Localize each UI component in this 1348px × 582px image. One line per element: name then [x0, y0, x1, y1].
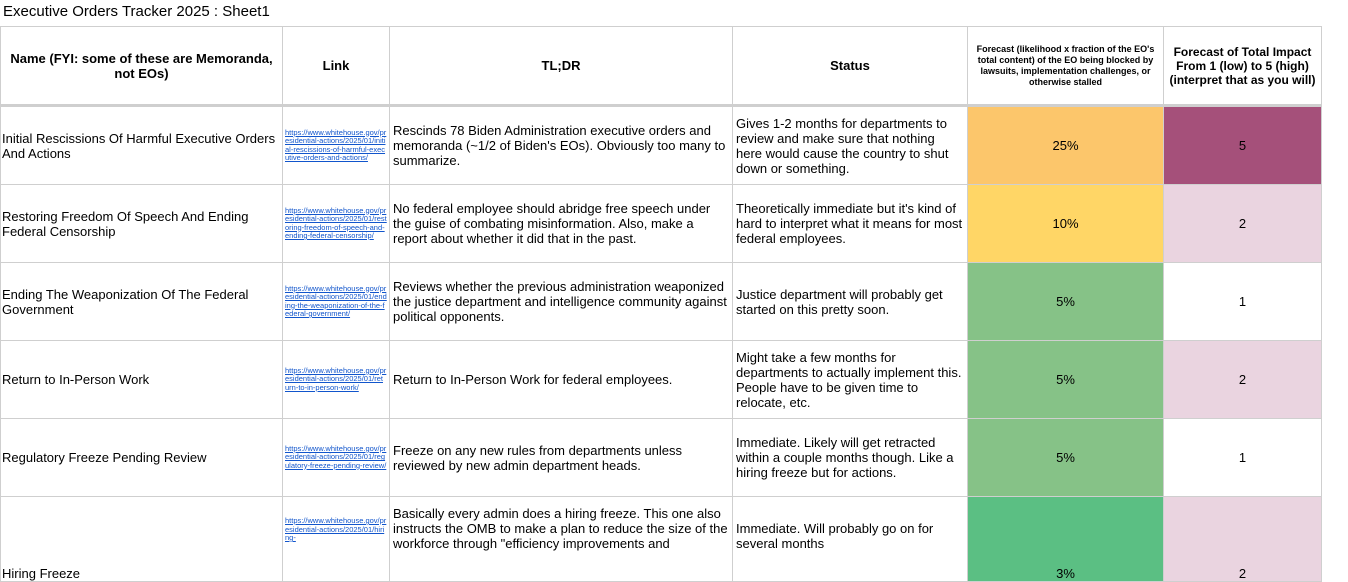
cell-tldr[interactable]: Return to In-Person Work for federal employees.	[390, 341, 733, 419]
cell-tldr[interactable]: No federal employee should abridge free speech under the guise of combating misinformation. Also, make a report about whether it did that in the past.	[390, 185, 733, 263]
cell-link[interactable]	[283, 497, 390, 582]
link-url[interactable]: https://www.whitehouse.gov/presidential-actions/2025/01/return-to-in-person-work/	[285, 365, 387, 392]
cell-impact[interactable]: 2	[1164, 185, 1322, 263]
link-url[interactable]: https://www.whitehouse.gov/presidential-actions/2025/01/regulatory-freeze-pending-review/	[285, 443, 387, 470]
cell-name[interactable]: Regulatory Freeze Pending Review	[1, 419, 283, 497]
spreadsheet-table	[0, 26, 1322, 582]
cell-status[interactable]: Gives 1-2 months for departments to review and make sure that nothing here would cause the country to shut down or something.	[733, 106, 968, 185]
table-row	[1, 263, 1322, 341]
table-row	[1, 106, 1322, 185]
cell-forecast[interactable]: 5%	[968, 419, 1164, 497]
cell-forecast[interactable]: 5%	[968, 263, 1164, 341]
cell-name[interactable]: Hiring Freeze	[1, 497, 283, 582]
cell-impact[interactable]: 5	[1164, 106, 1322, 185]
cell-status[interactable]: Theoretically immediate but it's kind of hard to interpret what it means for most federal employees.	[733, 185, 968, 263]
cell-forecast[interactable]: 10%	[968, 185, 1164, 263]
table-row	[1, 419, 1322, 497]
cell-link[interactable]	[283, 341, 390, 419]
header-link[interactable]: Link	[283, 27, 390, 106]
cell-impact[interactable]: 2	[1164, 497, 1322, 582]
link-url[interactable]: https://www.whitehouse.gov/presidential-actions/2025/01/ending-the-weaponization-of-the-federal-government/	[285, 283, 387, 318]
cell-impact[interactable]: 1	[1164, 419, 1322, 497]
cell-link[interactable]	[283, 263, 390, 341]
cell-tldr[interactable]: Basically every admin does a hiring freeze. This one also instructs the OMB to make a plan to reduce the size of the workforce through "efficiency improvements and	[390, 497, 733, 582]
table-row	[1, 341, 1322, 419]
link-url[interactable]: https://www.whitehouse.gov/presidential-actions/2025/01/restoring-freedom-of-speech-and-ending-federal-censorship/	[285, 205, 387, 240]
cell-tldr[interactable]: Reviews whether the previous administration weaponized the justice department and intelligence community against political opponents.	[390, 263, 733, 341]
cell-forecast[interactable]: 3%	[968, 497, 1164, 582]
cell-name[interactable]: Return to In-Person Work	[1, 341, 283, 419]
cell-status[interactable]: Immediate. Will probably go on for several months	[733, 497, 968, 582]
cell-name[interactable]: Ending The Weaponization Of The Federal Government	[1, 263, 283, 341]
cell-impact[interactable]: 1	[1164, 263, 1322, 341]
cell-tldr[interactable]: Freeze on any new rules from departments unless reviewed by new admin department heads.	[390, 419, 733, 497]
cell-name[interactable]: Restoring Freedom Of Speech And Ending Federal Censorship	[1, 185, 283, 263]
cell-name[interactable]: Initial Rescissions Of Harmful Executive Orders And Actions	[1, 106, 283, 185]
cell-link[interactable]	[283, 106, 390, 185]
cell-status[interactable]: Might take a few months for departments to actually implement this. People have to be given time to relocate, etc.	[733, 341, 968, 419]
header-status[interactable]: Status	[733, 27, 968, 106]
header-tldr[interactable]: TL;DR	[390, 27, 733, 106]
link-url[interactable]: https://www.whitehouse.gov/presidential-actions/2025/01/initial-rescissions-of-harmful-executive-orders-and-actions/	[285, 127, 387, 162]
table-row	[1, 185, 1322, 263]
document-title: Executive Orders Tracker 2025 : Sheet1	[3, 3, 270, 20]
cell-impact[interactable]: 2	[1164, 341, 1322, 419]
cell-forecast[interactable]: 25%	[968, 106, 1164, 185]
cell-status[interactable]: Immediate. Likely will get retracted within a couple months though. Like a hiring freeze but for actions.	[733, 419, 968, 497]
header-name[interactable]: Name (FYI: some of these are Memoranda, not EOs)	[1, 27, 283, 106]
header-forecast[interactable]: Forecast (likelihood x fraction of the EO's total content) of the EO being blocked by lawsuits, implementation challenges, or otherwise stalled	[968, 27, 1164, 106]
header-impact[interactable]: Forecast of Total Impact From 1 (low) to 5 (high) (interpret that as you will)	[1164, 27, 1322, 106]
link-url[interactable]: https://www.whitehouse.gov/presidential-actions/2025/01/hiring-	[285, 516, 387, 542]
cell-tldr[interactable]: Rescinds 78 Biden Administration executive orders and memoranda (~1/2 of Biden's EOs). Obviously too many to summarize.	[390, 106, 733, 185]
header-row	[1, 27, 1322, 106]
cell-link[interactable]	[283, 419, 390, 497]
table-row	[1, 497, 1322, 582]
cell-forecast[interactable]: 5%	[968, 341, 1164, 419]
cell-link[interactable]	[283, 185, 390, 263]
cell-status[interactable]: Justice department will probably get started on this pretty soon.	[733, 263, 968, 341]
